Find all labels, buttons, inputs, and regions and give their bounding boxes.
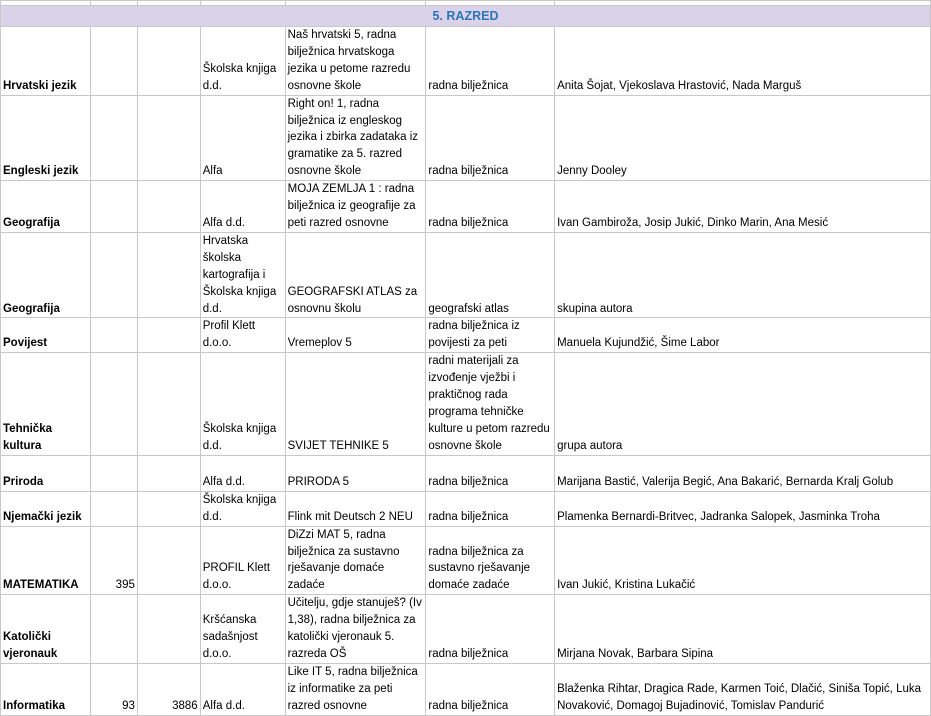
- title-cell[interactable]: DiZzi MAT 5, radna bilježnica za sustavno rješavanje domaće zadaće: [285, 526, 426, 595]
- title-cell[interactable]: SVIJET TEHNIKE 5: [285, 353, 426, 455]
- authors-cell[interactable]: grupa autora: [555, 353, 931, 455]
- code-cell[interactable]: [137, 595, 200, 664]
- number-cell[interactable]: 93: [90, 663, 137, 715]
- subject-cell[interactable]: Hrvatski jezik: [1, 27, 91, 96]
- code-cell[interactable]: [137, 95, 200, 181]
- authors-cell[interactable]: Marijana Bastić, Valerija Begić, Ana Bakarić, Bernarda Kralj Golub: [555, 455, 931, 491]
- title-cell[interactable]: GEOGRAFSKI ATLAS za osnovnu školu: [285, 232, 426, 318]
- authors-cell[interactable]: Jenny Dooley: [555, 95, 931, 181]
- authors-cell[interactable]: Ivan Jukić, Kristina Lukačić: [555, 526, 931, 595]
- subject-cell[interactable]: Informatika: [1, 663, 91, 715]
- publisher-cell[interactable]: Profil Klett d.o.o.: [200, 318, 285, 353]
- publisher-cell[interactable]: Alfa d.d.: [200, 181, 285, 233]
- number-cell[interactable]: [90, 181, 137, 233]
- subject-cell[interactable]: Priroda: [1, 455, 91, 491]
- subject-cell[interactable]: Geografija: [1, 232, 91, 318]
- table-row: [1, 181, 931, 233]
- number-cell[interactable]: [90, 595, 137, 664]
- publisher-cell[interactable]: PROFIL Klett d.o.o.: [200, 526, 285, 595]
- publisher-cell[interactable]: Školska knjiga d.d.: [200, 27, 285, 96]
- publisher-cell[interactable]: Kršćanska sadašnjost d.o.o.: [200, 595, 285, 664]
- section-header-row: [1, 6, 931, 27]
- code-cell[interactable]: [137, 318, 200, 353]
- table-row: [1, 353, 931, 455]
- table-row: [1, 663, 931, 715]
- subject-cell[interactable]: Povijest: [1, 318, 91, 353]
- publisher-cell[interactable]: Školska knjiga d.d.: [200, 491, 285, 526]
- code-cell[interactable]: [137, 232, 200, 318]
- table-row: [1, 27, 931, 96]
- title-cell[interactable]: MOJA ZEMLJA 1 : radna bilježnica iz geografije za peti razred osnovne: [285, 181, 426, 233]
- authors-cell[interactable]: Ivan Gambiroža, Josip Jukić, Dinko Marin, Ana Mesić: [555, 181, 931, 233]
- type-cell[interactable]: radna bilježnica: [426, 491, 555, 526]
- type-cell[interactable]: radna bilježnica: [426, 595, 555, 664]
- subject-cell[interactable]: Geografija: [1, 181, 91, 233]
- authors-cell[interactable]: Blaženka Rihtar, Dragica Rade, Karmen Toić, Dlačić, Siniša Topić, Luka Novaković, Domagoj Bujadinović, Tomislav Pandurić: [555, 663, 931, 715]
- type-cell[interactable]: radna bilježnica: [426, 95, 555, 181]
- authors-cell[interactable]: Anita Šojat, Vjekoslava Hrastović, Nada Marguš: [555, 27, 931, 96]
- type-cell[interactable]: geografski atlas: [426, 232, 555, 318]
- authors-cell[interactable]: Plamenka Bernardi-Britvec, Jadranka Salopek, Jasminka Troha: [555, 491, 931, 526]
- authors-cell[interactable]: Mirjana Novak, Barbara Sipina: [555, 595, 931, 664]
- subject-cell[interactable]: Njemački jezik: [1, 491, 91, 526]
- number-cell[interactable]: [90, 27, 137, 96]
- section-title[interactable]: 5. RAZRED: [1, 6, 931, 27]
- code-cell[interactable]: [137, 526, 200, 595]
- type-cell[interactable]: radna bilježnica: [426, 663, 555, 715]
- publisher-cell[interactable]: Alfa: [200, 95, 285, 181]
- code-cell[interactable]: [137, 491, 200, 526]
- table-row: [1, 318, 931, 353]
- title-cell[interactable]: Like IT 5, radna bilježnica iz informatike za peti razred osnovne: [285, 663, 426, 715]
- type-cell[interactable]: radna bilježnica iz povijesti za peti: [426, 318, 555, 353]
- subject-cell[interactable]: Engleski jezik: [1, 95, 91, 181]
- title-cell[interactable]: PRIRODA 5: [285, 455, 426, 491]
- number-cell[interactable]: [90, 491, 137, 526]
- title-cell[interactable]: Vremeplov 5: [285, 318, 426, 353]
- type-cell[interactable]: radna bilježnica: [426, 27, 555, 96]
- type-cell[interactable]: radna bilježnica: [426, 455, 555, 491]
- subject-cell[interactable]: Tehnička kultura: [1, 353, 91, 455]
- code-cell[interactable]: [137, 181, 200, 233]
- publisher-cell[interactable]: Školska knjiga d.d.: [200, 353, 285, 455]
- code-cell[interactable]: 3886: [137, 663, 200, 715]
- authors-cell[interactable]: Manuela Kujundžić, Šime Labor: [555, 318, 931, 353]
- code-cell[interactable]: [137, 455, 200, 491]
- number-cell[interactable]: [90, 353, 137, 455]
- subject-cell[interactable]: Katolički vjeronauk: [1, 595, 91, 664]
- table-row: [1, 491, 931, 526]
- code-cell[interactable]: [137, 353, 200, 455]
- table-row: [1, 526, 931, 595]
- number-cell[interactable]: [90, 318, 137, 353]
- publisher-cell[interactable]: Hrvatska školska kartografija i Školska knjiga d.d.: [200, 232, 285, 318]
- type-cell[interactable]: radna bilježnica: [426, 181, 555, 233]
- table-row: [1, 595, 931, 664]
- number-cell[interactable]: [90, 95, 137, 181]
- table-row: [1, 455, 931, 491]
- type-cell[interactable]: radna bilježnica za sustavno rješavanje domaće zadaće: [426, 526, 555, 595]
- title-cell[interactable]: Učitelju, gdje stanuješ? (Iv 1,38), radna bilježnica za katolički vjeronauk 5. razreda OŠ: [285, 595, 426, 664]
- table-row: [1, 232, 931, 318]
- title-cell[interactable]: Naš hrvatski 5, radna bilježnica hrvatskoga jezika u petome razredu osnovne škole: [285, 27, 426, 96]
- subject-cell[interactable]: MATEMATIKA: [1, 526, 91, 595]
- code-cell[interactable]: [137, 27, 200, 96]
- number-cell[interactable]: 395: [90, 526, 137, 595]
- title-cell[interactable]: Right on! 1, radna bilježnica iz engleskog jezika i zbirka zadataka iz gramatike za 5. razred osnovne škole: [285, 95, 426, 181]
- publisher-cell[interactable]: Alfa d.d.: [200, 663, 285, 715]
- publisher-cell[interactable]: Alfa d.d.: [200, 455, 285, 491]
- type-cell[interactable]: radni materijali za izvođenje vježbi i praktičnog rada programa tehničke kulture u petom razredu osnovne škole: [426, 353, 555, 455]
- number-cell[interactable]: [90, 455, 137, 491]
- table-row: [1, 95, 931, 181]
- title-cell[interactable]: Flink mit Deutsch 2 NEU: [285, 491, 426, 526]
- number-cell[interactable]: [90, 232, 137, 318]
- authors-cell[interactable]: skupina autora: [555, 232, 931, 318]
